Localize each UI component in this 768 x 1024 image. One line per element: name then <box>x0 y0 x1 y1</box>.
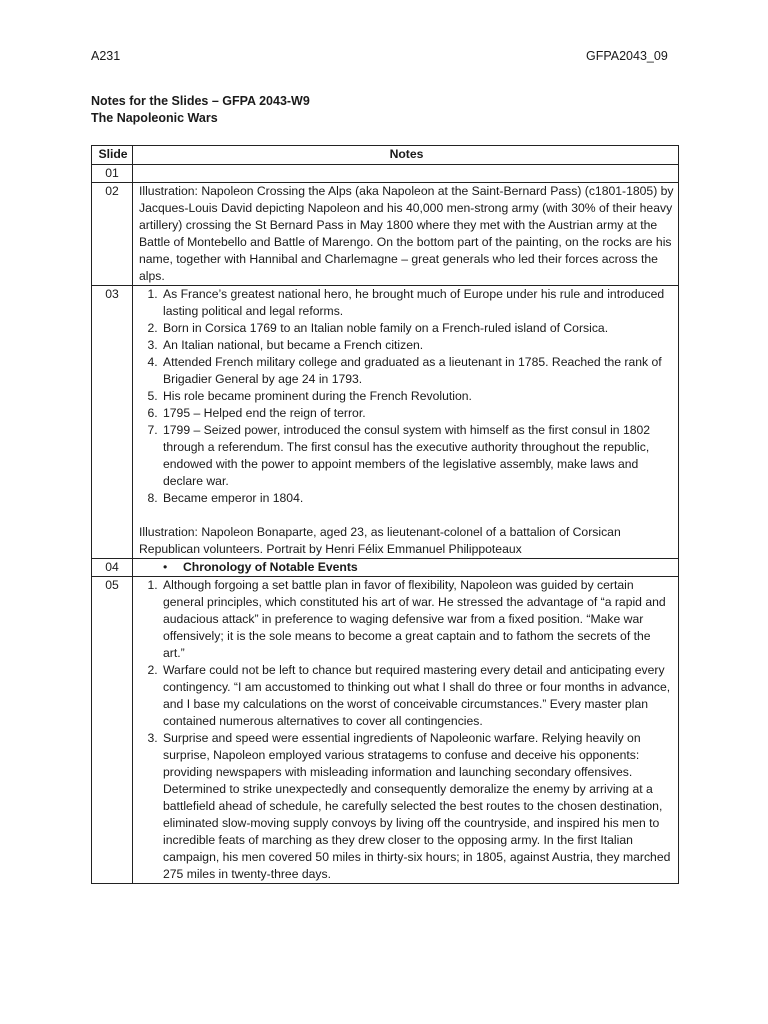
slide-number: 02 <box>92 183 133 286</box>
list-item: 3. Surprise and speed were essential ingredients of Napoleonic warfare. Relying heavily on surprise, Napoleon employed various stratagems to confuse and deceive his opponents: providing newspapers with misleading information and launching secondary offensives. Determined to strike unexpectedly and consequently demoralize the enemy by arriving at a battlefield ahead of schedule, he carefully selected the best routes to the chosen destination, eliminated slow-moving supply convoys by living off the countryside, and inspired his men to incredible feats of marching as they drew closer to the opposing army. In the first Italian campaign, his men covered 50 miles in thirty-six hours; in 1805, against Austria, they marched 275 miles in twenty-three days. <box>161 730 674 883</box>
column-header-slide: Slide <box>92 146 133 165</box>
slide-number: 03 <box>92 286 133 559</box>
list-item: 1. Although forgoing a set battle plan in favor of flexibility, Napoleon was guided by certain general principles, which constituted his art of war. He stressed the advantage of “a rapid and audacious attack” in preference to waging defensive war from a fixed position. “Make war offensively; it is the sole means to become a great captain and to fathom the secrets of the art.” <box>161 577 674 662</box>
list-item: 2. Warfare could not be left to chance but required mastering every detail and anticipating every contingency. “I am accustomed to thinking out what I shall do three or four months in advance, and I base my calculations on the worst of conceivable circumstances.” Every master plan contained numerous alternatives to cover all contingencies. <box>161 662 674 730</box>
slide-number: 05 <box>92 577 133 884</box>
list-item: 8. Became emperor in 1804. <box>161 490 674 507</box>
table-row-slide-03 <box>92 286 679 559</box>
header-document-code: GFPA2043_09 <box>586 49 668 63</box>
bullet-item: • Chronology of Notable Events <box>183 559 674 576</box>
spacer <box>139 507 674 524</box>
numbered-list <box>139 286 674 507</box>
illustration-note: Illustration: Napoleon Bonaparte, aged 23, as lieutenant-colonel of a battalion of Corsican Republican volunteers. Portrait by Henri Félix Emmanuel Philippoteaux <box>139 525 621 556</box>
table-row-slide-04 <box>92 559 679 577</box>
header-course-code: A231 <box>91 49 121 63</box>
column-header-notes: Notes <box>133 146 679 165</box>
slide-number: 04 <box>92 559 133 577</box>
table-row-slide-02 <box>92 183 679 286</box>
document-title-line: Notes for the Slides – GFPA 2043-W9 <box>91 94 310 108</box>
table-row-slide-05 <box>92 577 679 884</box>
notes-cell <box>133 286 679 559</box>
slide-number: 01 <box>92 165 133 183</box>
illustration-note: Illustration: Napoleon Crossing the Alps (aka Napoleon at the Saint-Bernard Pass) (c1801-1805) by Jacques-Louis David depicting Napoleon and his 40,000 men-strong army (with 30% of their heavy artillery) crossing the St Bernard Pass in May 1800 where they met with the Austrian army at the Battle of Montebello and Battle of Marengo. On the bottom part of the painting, on the rocks are his name, together with Hannibal and Charlemagne – great generals who led their forces across the alps. <box>139 184 674 283</box>
table-header-row <box>92 146 679 165</box>
notes-cell <box>133 183 679 286</box>
list-item: 3. An Italian national, but became a French citizen. <box>161 337 674 354</box>
document-subtitle: The Napoleonic Wars <box>91 111 218 125</box>
bullet-list <box>139 559 674 576</box>
notes-cell <box>133 577 679 884</box>
notes-cell-empty <box>133 165 679 183</box>
list-item: 2. Born in Corsica 1769 to an Italian noble family on a French-ruled island of Corsica. <box>161 320 674 337</box>
notes-cell <box>133 559 679 577</box>
list-item: 4. Attended French military college and graduated as a lieutenant in 1785. Reached the rank of Brigadier General by age 24 in 1793. <box>161 354 674 388</box>
list-item: 5. His role became prominent during the French Revolution. <box>161 388 674 405</box>
numbered-list <box>139 577 674 883</box>
list-item: 1. As France’s greatest national hero, he brought much of Europe under his rule and introduced lasting political and legal reforms. <box>161 286 674 320</box>
notes-table <box>91 145 679 884</box>
document-title <box>91 93 310 127</box>
list-item: 6. 1795 – Helped end the reign of terror. <box>161 405 674 422</box>
list-item: 7. 1799 – Seized power, introduced the consul system with himself as the first consul in 1802 through a referendum. The first consul has the executive authority throughout the republic, endowed with the power to appoint members of the legislative assembly, make laws and declare war. <box>161 422 674 490</box>
table-row-slide-01 <box>92 165 679 183</box>
